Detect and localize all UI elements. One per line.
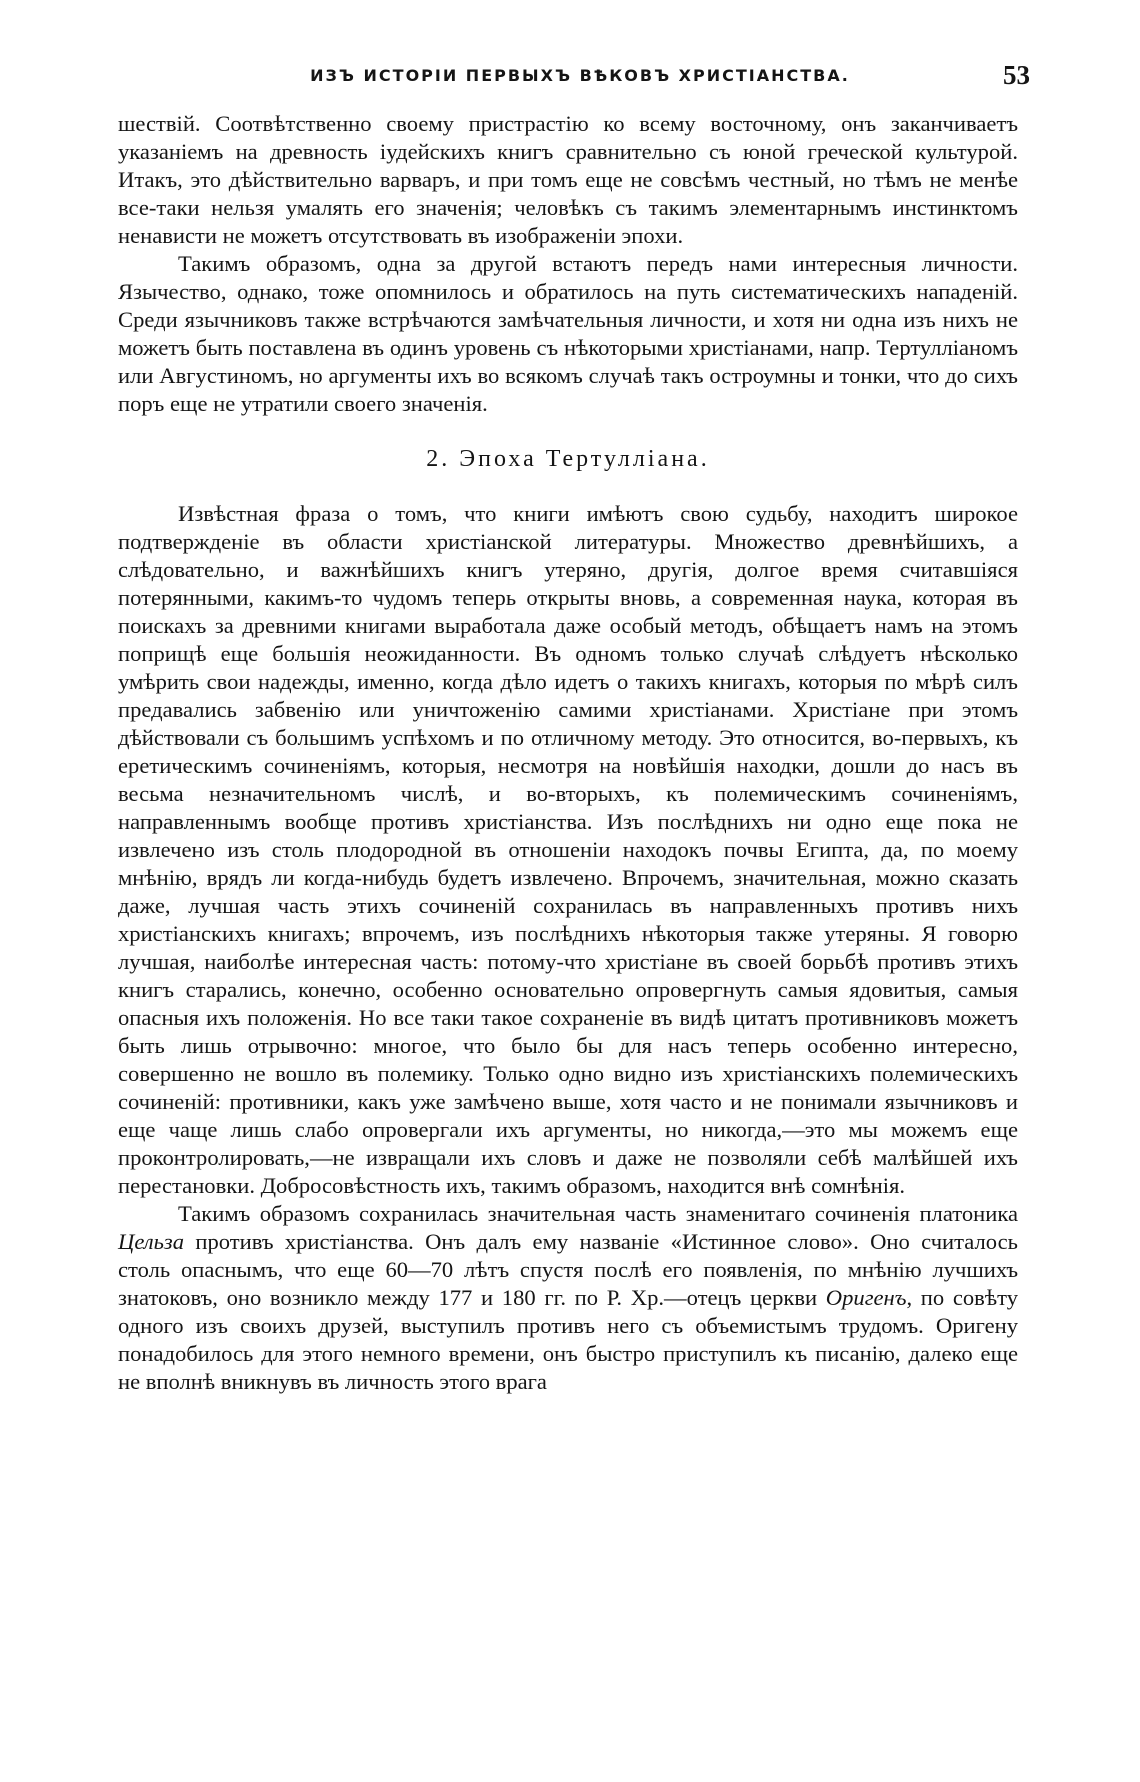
paragraph-4 <box>118 1200 1018 1396</box>
running-header <box>0 60 1140 100</box>
paragraph-3: Извѣстная фраза о томъ, что книги имѣютъ свою судьбу, находитъ широкое подтвержденіе въ области христіанской литературы. Множество древнѣйшихъ, а слѣдовательно, и важнѣйшихъ книгъ утеряно, другія, долгое время считавшіяся потерянными, какимъ-то чудомъ теперь открыты вновь, а современная наука, которая въ поискахъ за древними книгами выработала даже особый методъ, обѣщаетъ намъ на этомъ поприщѣ еще большія неожиданности. Въ одномъ только случаѣ слѣдуетъ нѣсколько умѣрить свои надежды, именно, когда дѣло идетъ о такихъ книгахъ, которыя по мѣрѣ силъ предавались забвенію или уничтоженію самими христіанами. Христіане при этомъ дѣйствовали съ большимъ успѣхомъ и по отличному методу. Это относится, во-первыхъ, къ еретическимъ сочиненіямъ, которыя, несмотря на новѣйшія находки, дошли до насъ въ весьма незначительномъ числѣ, и во-вторыхъ, къ полемическимъ сочиненіямъ, направленнымъ вообще противъ христіанства. Изъ послѣднихъ ни одно еще пока не извлечено изъ столь плодородной въ отношеніи находокъ почвы Египта, да, по моему мнѣнію, врядъ ли когда-нибудь будетъ извлечено. Впрочемъ, значительная, можно сказать даже, лучшая часть этихъ сочиненій сохранилась въ направленныхъ противъ нихъ христіанскихъ книгахъ; впрочемъ, изъ послѣднихъ нѣкоторыя также утеряны. Я говорю лучшая, наиболѣе интересная часть: потому-что христіане въ своей борьбѣ противъ этихъ книгъ старались, конечно, особенно основательно опровергнуть самыя ядовитыя, самыя опасныя ихъ положенія. Но все таки такое сохраненіе въ видѣ цитатъ противниковъ можетъ быть лишь отрывочно: многое, что было бы для насъ теперь особенно интересно, совершенно не вошло въ полемику. Только одно видно изъ христіанскихъ полемическихъ сочиненій: противники, какъ уже замѣчено выше, хотя часто и не понимали язычниковъ и еще чаще лишь слабо опровергали ихъ аргументы, но никогда,—это мы можемъ еще проконтролировать,—не извращали ихъ словъ и даже не позволяли себѣ малѣйшей ихъ перестановки. Добросовѣстность ихъ, такимъ образомъ, находится внѣ сомнѣнія. <box>118 501 1018 1198</box>
section-heading: 2. Эпоха Тертулліана. <box>426 446 710 472</box>
paragraph-2: Такимъ образомъ, одна за другой встаютъ передъ нами интересныя личности. Язычество, однако, тоже опомнилось и обратилось на путь систематическихъ нападеній. Среди язычниковъ также встрѣчаются замѣчательныя личности, и хотя ни одна изъ нихъ не можетъ быть поставлена въ одинъ уровень съ нѣкоторыми христіанами, напр. Тертулліаномъ или Августиномъ, но аргументы ихъ во всякомъ случаѣ такъ остроумны и тонки, что до сихъ поръ еще не утратили своего значенія. <box>118 251 1018 416</box>
body-text <box>118 110 1018 1396</box>
running-title: ИЗЪ ИСТОРІИ ПЕРВЫХЪ ВѢКОВЪ ХРИСТІАНСТВА. <box>310 66 850 85</box>
paragraph-4-text-a: Такимъ образомъ сохранилась значительная часть знаменитаго сочиненія платоника <box>178 1201 1018 1226</box>
name-origen: Оригенъ <box>825 1285 907 1310</box>
paragraph-4-text-b: противъ христіанства. Онъ далъ ему названіе «Истинное слово». Оно считалось столь опаснымъ, что еще 60—70 лѣтъ спустя послѣ его появленія, по мнѣнію лучшихъ знатоковъ, оно возникло между 177 и 180 гг. по Р. Хр.—отецъ церкви <box>118 1229 1018 1310</box>
paragraph-4-text-c: , по совѣту одного изъ своихъ друзей, выступилъ противъ него съ объемистымъ трудомъ. Оригену понадобилось для этого немного времени, онъ быстро приступилъ къ писанію, далеко еще не вполнѣ вникнувъ въ личность этого врага <box>118 1285 1018 1394</box>
name-celsus: Цельза <box>118 1229 185 1254</box>
paragraph-1: шествій. Соотвѣтственно своему пристрастію ко всему восточному, онъ заканчиваетъ указаніемъ на древность іудейскихъ книгъ сравнительно съ юной греческой культурой. Итакъ, это дѣйствительно варваръ, и при томъ еще не совсѣмъ честный, но тѣмъ не менѣе все-таки нельзя умалять его значенія; человѣкъ съ такимъ элементарнымъ инстинктомъ ненависти не можетъ отсутствовать въ изображеніи эпохи. <box>118 111 1018 248</box>
page-number: 53 <box>1003 60 1030 90</box>
